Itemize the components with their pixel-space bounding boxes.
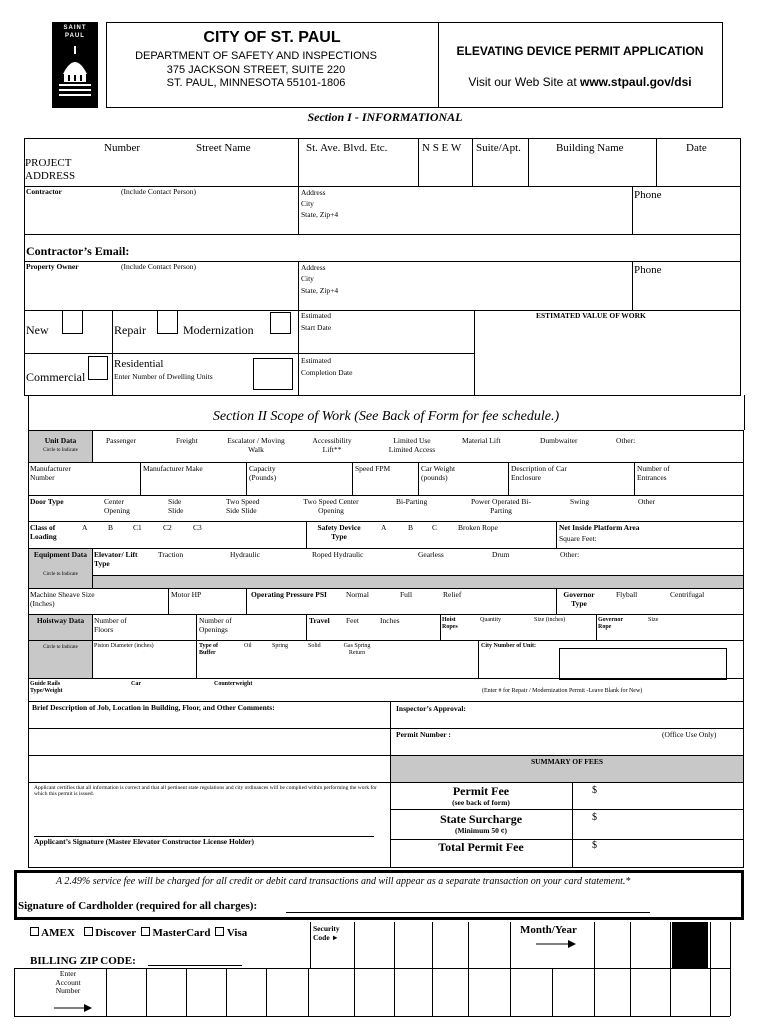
pressure-normal[interactable]: Normal bbox=[346, 590, 369, 599]
arrow-right-icon bbox=[54, 1004, 92, 1012]
elevator-lift-type-label: Elevator/ Lift Type bbox=[94, 550, 138, 568]
owner-city-label: City bbox=[301, 274, 314, 283]
door-bi-parting[interactable]: Bi-Parting bbox=[396, 497, 428, 506]
door-center-opening[interactable]: Center Opening bbox=[104, 497, 130, 515]
class-b[interactable]: B bbox=[108, 523, 114, 532]
section1-title: Section I - INFORMATIONAL bbox=[307, 110, 463, 124]
door-two-speed-side[interactable]: Two Speed Side Slide bbox=[226, 497, 260, 515]
website-link[interactable]: www.stpaul.gov/dsi bbox=[580, 75, 692, 89]
modernization-label: Modernization bbox=[183, 323, 254, 337]
start-estimated-label: Estimated bbox=[301, 311, 331, 320]
safety-b[interactable]: B bbox=[408, 523, 414, 532]
owner-phone-label: Phone bbox=[634, 264, 662, 276]
unit-freight[interactable]: Freight bbox=[176, 436, 198, 445]
equipment-data-label: Equipment Data bbox=[33, 550, 88, 559]
hoistway-data-label: Hoistway Data bbox=[36, 616, 85, 625]
repair-label: Repair bbox=[114, 323, 146, 337]
hoist-quantity-label: Quantity bbox=[480, 617, 501, 623]
commercial-label: Commercial bbox=[26, 370, 86, 384]
certify-text: Applicant certifies that all information is correct and that all pertinent state regulations and city ordinances will be complied within performing the work for which this permit is issued. bbox=[34, 785, 377, 798]
door-two-speed-center[interactable]: Two Speed Center Opening bbox=[303, 497, 359, 515]
unit-other[interactable]: Other: bbox=[616, 436, 636, 445]
capacity-label: Capacity (Pounds) bbox=[249, 464, 277, 482]
city-unit-number-input[interactable] bbox=[559, 648, 727, 680]
guide-rails-label: Guide Rails Type/Weight bbox=[30, 681, 63, 694]
car-enclosure-label: Description of Car Enclosure bbox=[511, 464, 567, 482]
door-type-label: Door Type bbox=[30, 497, 64, 506]
hoist-ropes-label: Hoist Ropes bbox=[442, 617, 458, 630]
contractor-state-label: State, Zip+4 bbox=[301, 210, 339, 219]
travel-inches-label: Inches bbox=[380, 616, 400, 625]
pressure-full[interactable]: Full bbox=[400, 590, 413, 599]
billing-zip-label: BILLING ZIP CODE: bbox=[30, 955, 136, 967]
buffer-spring[interactable]: Spring bbox=[272, 643, 289, 649]
machine-sheave-label: Machine Sheave Size (Inches) bbox=[30, 590, 95, 608]
contractor-phone-label: Phone bbox=[634, 189, 662, 201]
start-date-label: Start Date bbox=[301, 323, 332, 332]
piston-diameter-label: Piston Diameter (inches) bbox=[94, 643, 154, 649]
buffer-oil[interactable]: Oil bbox=[244, 643, 252, 649]
unit-limited-use[interactable]: Limited Use Limited Access bbox=[388, 436, 436, 454]
door-power-bi-parting[interactable]: Power Operated Bi-Parting bbox=[471, 497, 531, 515]
unit-escalator[interactable]: Escalator / Moving Walk bbox=[227, 436, 285, 454]
estimated-value-label: ESTIMATED VALUE OF WORK bbox=[536, 311, 646, 320]
safety-a[interactable]: A bbox=[381, 523, 387, 532]
col-street-label: Street Name bbox=[196, 142, 251, 154]
safety-broken-rope[interactable]: Broken Rope bbox=[458, 523, 498, 532]
department-address-line1: 375 JACKSON STREET, SUITE 220 bbox=[166, 64, 346, 76]
dwelling-units-label: Enter Number of Dwelling Units bbox=[114, 372, 213, 381]
col-date-label: Date bbox=[686, 142, 707, 154]
unit-data-circle-note: Circle to Indicate bbox=[43, 448, 78, 453]
total-permit-fee-label: Total Permit Fee bbox=[438, 840, 524, 854]
hoist-size-label: Size (inches) bbox=[534, 617, 566, 623]
equipment-circle-note: Circle to Indicate bbox=[43, 572, 78, 577]
residential-label: Residential bbox=[114, 358, 164, 370]
safety-device-label: Safety Device Type bbox=[317, 523, 361, 541]
enter-account-label: Enter Account Number bbox=[55, 969, 81, 996]
lift-traction[interactable]: Traction bbox=[158, 550, 184, 559]
guide-counterweight-label: Counterweight bbox=[214, 681, 253, 687]
buffer-solid[interactable]: Solid bbox=[308, 643, 321, 649]
completion-date-label: Completion Date bbox=[301, 368, 353, 377]
visa-label: Visa bbox=[226, 927, 248, 939]
governor-centrifugal[interactable]: Centrifugal bbox=[670, 590, 705, 599]
motor-hp-label: Motor HP bbox=[171, 590, 202, 599]
project-address-label: PROJECT ADDRESS bbox=[25, 157, 76, 182]
month-year-label: Month/Year bbox=[520, 924, 577, 936]
cardholder-signature-label: Signature of Cardholder (required for all charges): bbox=[18, 900, 258, 912]
col-direction-label: N S E W bbox=[422, 142, 462, 154]
unit-passenger[interactable]: Passenger bbox=[106, 436, 136, 445]
lift-hydraulic[interactable]: Hydraulic bbox=[230, 550, 260, 559]
minimum-note: (Minimum 50 ¢) bbox=[454, 826, 508, 835]
travel-label: Travel bbox=[309, 616, 330, 625]
class-c2[interactable]: C2 bbox=[163, 523, 172, 532]
pressure-relief[interactable]: Relief bbox=[443, 590, 462, 599]
arrow-right-icon bbox=[536, 940, 576, 948]
unit-material-lift[interactable]: Material Lift bbox=[462, 436, 501, 445]
summary-of-fees-label: SUMMARY OF FEES bbox=[530, 757, 604, 766]
amex-checkbox[interactable] bbox=[30, 927, 39, 936]
mastercard-label: MasterCard bbox=[152, 927, 211, 939]
new-label: New bbox=[26, 323, 49, 337]
section2-title: Section II Scope of Work (See Back of Form for fee schedule.) bbox=[212, 409, 560, 424]
card-options bbox=[30, 927, 247, 939]
net-inside-label: Net Inside Platform Area bbox=[559, 523, 640, 532]
completion-estimated-label: Estimated bbox=[301, 356, 331, 365]
mastercard-checkbox[interactable] bbox=[141, 927, 150, 936]
governor-rope-size-label: Size bbox=[648, 617, 659, 623]
form-title: ELEVATING DEVICE PERMIT APPLICATION bbox=[456, 44, 704, 58]
discover-checkbox[interactable] bbox=[84, 927, 93, 936]
enter-number-note: (Enter # for Repair / Modernization Permit -Leave Blank for New) bbox=[482, 688, 643, 694]
contractor-label: Contractor bbox=[26, 187, 62, 196]
contractor-contact-note: (Include Contact Person) bbox=[121, 187, 196, 196]
hoistway-circle-note: Circle to Indicate bbox=[43, 645, 78, 650]
state-surcharge-label: State Surcharge bbox=[439, 812, 523, 826]
website-prefix: Visit our Web Site at bbox=[468, 75, 581, 89]
class-c3[interactable]: C3 bbox=[193, 523, 202, 532]
governor-type-label: Governor Type bbox=[563, 590, 595, 608]
permit-number-label: Permit Number : bbox=[396, 730, 451, 739]
service-fee-note: A 2.49% service fee will be charged for all credit or debit card transactions and will appear as a separate transaction on your card statement.* bbox=[56, 876, 631, 887]
logo-text-bottom: PAUL bbox=[65, 33, 85, 39]
inspectors-approval-label: Inspector’s Approval: bbox=[396, 704, 466, 713]
manufacturer-number-label: Manufacturer Number bbox=[30, 464, 71, 482]
num-floors-label: Number of Floors bbox=[94, 616, 127, 634]
discover-label: Discover bbox=[95, 927, 136, 939]
city-title: CITY OF ST. PAUL bbox=[203, 29, 341, 46]
travel-feet-label: Feet bbox=[346, 616, 359, 625]
buffer-gas-spring[interactable]: Gas Spring Return bbox=[343, 643, 371, 656]
num-entrances-label: Number of Entrances bbox=[637, 464, 670, 482]
door-side-slide[interactable]: Side Slide bbox=[168, 497, 184, 515]
manufacturer-make-label: Manufacturer Make bbox=[143, 464, 203, 473]
unit-data-label: Unit Data bbox=[44, 436, 77, 445]
governor-flyball[interactable]: Flyball bbox=[616, 590, 638, 599]
car-weight-label: Car Weight (pounds) bbox=[421, 464, 456, 482]
new-checkbox[interactable] bbox=[62, 310, 83, 334]
logo-text-top: SAINT bbox=[63, 25, 87, 31]
amex-label: AMEX bbox=[41, 927, 75, 939]
department-name: DEPARTMENT OF SAFETY AND INSPECTIONS bbox=[135, 50, 377, 62]
see-back-note: (see back of form) bbox=[452, 798, 510, 807]
office-use-note: (Office Use Only) bbox=[662, 730, 717, 739]
door-other[interactable]: Other bbox=[638, 497, 656, 506]
safety-c[interactable]: C bbox=[432, 523, 438, 532]
visa-checkbox[interactable] bbox=[215, 927, 224, 936]
lift-roped-hydraulic[interactable]: Roped Hydraulic bbox=[312, 550, 364, 559]
contractor-address-label: Address bbox=[301, 188, 326, 197]
door-swing[interactable]: Swing bbox=[570, 497, 590, 506]
city-unit-number-label: City Number of Unit: bbox=[481, 643, 537, 649]
num-openings-label: Number of Openings bbox=[199, 616, 232, 634]
speed-label: Speed FPM bbox=[355, 464, 391, 473]
contractor-city-label: City bbox=[301, 199, 314, 208]
dwelling-units-input[interactable] bbox=[253, 358, 293, 390]
cathedral-dome-icon bbox=[57, 44, 93, 102]
total-fee-dollar: $ bbox=[592, 840, 597, 851]
col-suffix-label: St. Ave. Blvd. Etc. bbox=[306, 142, 388, 154]
class-loading-label: Class of Loading bbox=[30, 523, 57, 541]
modernization-checkbox[interactable] bbox=[270, 312, 291, 334]
unit-accessibility-lift[interactable]: Accessibility Lift** bbox=[312, 436, 352, 454]
brief-description-label: Brief Description of Job, Location in Building, Floor, and Other Comments: bbox=[32, 703, 275, 712]
class-c1[interactable]: C1 bbox=[133, 523, 142, 532]
website-line bbox=[438, 75, 722, 89]
col-suite-label: Suite/Apt. bbox=[476, 142, 521, 154]
unit-dumbwaiter[interactable]: Dumbwaiter bbox=[540, 436, 578, 445]
type-of-buffer-label: Type of Buffer bbox=[199, 643, 219, 656]
class-a[interactable]: A bbox=[82, 523, 88, 532]
owner-address-label: Address bbox=[301, 263, 326, 272]
owner-contact-note: (Include Contact Person) bbox=[121, 262, 196, 271]
permit-fee-dollar: $ bbox=[592, 785, 597, 796]
applicant-signature-label: Applicant’s Signature (Master Elevator Constructor License Holder) bbox=[34, 837, 254, 846]
col-building-label: Building Name bbox=[556, 142, 624, 154]
permit-fee-label: Permit Fee bbox=[452, 784, 510, 798]
state-surcharge-dollar: $ bbox=[592, 812, 597, 823]
lift-drum[interactable]: Drum bbox=[492, 550, 510, 559]
department-address-line2: ST. PAUL, MINNESOTA 55101-1806 bbox=[166, 77, 346, 89]
property-owner-label: Property Owner bbox=[26, 262, 79, 271]
commercial-checkbox[interactable] bbox=[88, 356, 108, 380]
city-logo bbox=[52, 22, 98, 108]
col-number-label: Number bbox=[104, 142, 141, 154]
governor-rope-label: Governor Rope bbox=[598, 617, 623, 630]
square-feet-label: Square Feet: bbox=[559, 534, 597, 543]
guide-car-label: Car bbox=[131, 681, 141, 687]
owner-state-label: State, Zip+4 bbox=[301, 286, 339, 295]
repair-checkbox[interactable] bbox=[157, 310, 178, 334]
lift-gearless[interactable]: Gearless bbox=[418, 550, 444, 559]
contractor-email-label: Contractor’s Email: bbox=[26, 244, 130, 258]
operating-pressure-label: Operating Pressure PSI bbox=[251, 590, 327, 599]
security-code-label: Security Code ► bbox=[313, 924, 340, 942]
lift-other[interactable]: Other: bbox=[560, 550, 580, 559]
